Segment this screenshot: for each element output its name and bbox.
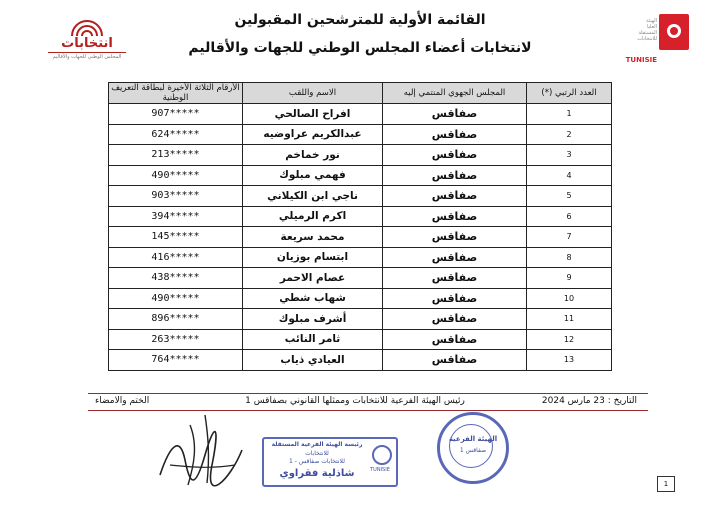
row-number: 13	[527, 350, 612, 371]
table-header-row	[109, 83, 612, 104]
isie-logo-text: الهيئة العليا المستقلة للانتخابات	[637, 18, 657, 42]
logo-word: انتخابات	[61, 36, 113, 51]
header-id: الأرقام الثلاثة الأخيرة لبطاقة التعريف الوطنية	[109, 83, 243, 104]
table-row	[109, 165, 612, 186]
row-region: صفاقس	[383, 104, 527, 125]
row-id: 213*****	[109, 145, 243, 166]
row-name: العيادي ذياب	[243, 350, 383, 371]
round-stamp: الهيئة الفرعية صفاقس 1	[437, 412, 509, 484]
row-number: 12	[527, 329, 612, 350]
elections-logo	[42, 14, 132, 66]
row-number: 3	[527, 145, 612, 166]
table-row	[109, 145, 612, 166]
row-id: 624*****	[109, 124, 243, 145]
table-row	[109, 329, 612, 350]
table-row	[109, 227, 612, 248]
row-name: نور خماخم	[243, 145, 383, 166]
row-name: شهاب شطي	[243, 288, 383, 309]
footer-date: التاريخ : 23 مارس 2024	[541, 396, 637, 406]
row-id: 263*****	[109, 329, 243, 350]
row-name: عصام الاحمر	[243, 268, 383, 289]
row-id: 394*****	[109, 206, 243, 227]
row-name: أشرف مبلوك	[243, 309, 383, 330]
row-name: ابتسام بوزيان	[243, 247, 383, 268]
signature-icon	[150, 405, 250, 495]
footer-seal-label: الختم والامضاء	[95, 396, 150, 406]
rect-stamp: رئيسة الهيئة الفرعية المستقلة للانتخابات للانتخابات صفاقس - 1 شاذلية فقراوي TUNISIE	[262, 437, 398, 487]
row-region: صفاقس	[383, 227, 527, 248]
row-number: 8	[527, 247, 612, 268]
row-id: 490*****	[109, 165, 243, 186]
header-num: العدد الرتبي (*)	[527, 83, 612, 104]
document-title: القائمة الأولية للمترشحين المقبولين	[234, 12, 486, 28]
row-name: اكرم الرميلي	[243, 206, 383, 227]
row-region: صفاقس	[383, 145, 527, 166]
row-name: افراح الصالحي	[243, 104, 383, 125]
row-number: 11	[527, 309, 612, 330]
row-id: 896*****	[109, 309, 243, 330]
row-name: فهمي مبلوك	[243, 165, 383, 186]
row-region: صفاقس	[383, 329, 527, 350]
candidates-table	[108, 82, 611, 371]
row-name: ثامر النائب	[243, 329, 383, 350]
table-row	[109, 186, 612, 207]
table-row	[109, 288, 612, 309]
row-region: صفاقس	[383, 206, 527, 227]
isie-logo	[603, 14, 693, 66]
row-region: صفاقس	[383, 247, 527, 268]
row-id: 416*****	[109, 247, 243, 268]
row-id: 764*****	[109, 350, 243, 371]
tunisia-flag-icon	[659, 14, 689, 50]
row-number: 9	[527, 268, 612, 289]
table-row	[109, 350, 612, 371]
header-region: المجلس الجهوي المنتمي إليه	[383, 83, 527, 104]
row-name: ناجي ابن الكيلاني	[243, 186, 383, 207]
row-id: 438*****	[109, 268, 243, 289]
header-name: الاسم واللقب	[243, 83, 383, 104]
row-id: 903*****	[109, 186, 243, 207]
row-region: صفاقس	[383, 186, 527, 207]
row-number: 2	[527, 124, 612, 145]
stamp-logo-icon: TUNISIE	[368, 445, 392, 475]
footer-president: رئيس الهيئة الفرعية للانتخابات وممثلها القانوني بصفاقس 1	[245, 396, 465, 406]
row-name: عبدالكريم عراوضيه	[243, 124, 383, 145]
row-region: صفاقس	[383, 309, 527, 330]
row-region: صفاقس	[383, 288, 527, 309]
logo-subtitle: المجلس الوطني للجهات والأقاليم	[52, 54, 122, 60]
footer-divider-top	[88, 393, 648, 394]
table-row	[109, 309, 612, 330]
parliament-arc-icon	[70, 14, 104, 38]
row-number: 10	[527, 288, 612, 309]
row-region: صفاقس	[383, 165, 527, 186]
table-row	[109, 206, 612, 227]
row-id: 490*****	[109, 288, 243, 309]
logo-divider	[48, 52, 126, 53]
table-row	[109, 268, 612, 289]
table-row	[109, 104, 612, 125]
row-number: 7	[527, 227, 612, 248]
row-region: صفاقس	[383, 350, 527, 371]
document-subtitle: لانتخابات أعضاء المجلس الوطني للجهات والأقاليم	[188, 40, 532, 56]
row-number: 4	[527, 165, 612, 186]
row-region: صفاقس	[383, 268, 527, 289]
isie-brand: TUNISIE	[625, 56, 657, 64]
row-id: 145*****	[109, 227, 243, 248]
row-number: 5	[527, 186, 612, 207]
row-number: 6	[527, 206, 612, 227]
table-row	[109, 124, 612, 145]
row-id: 907*****	[109, 104, 243, 125]
page-number: 1	[657, 476, 675, 492]
table-row	[109, 247, 612, 268]
row-name: محمد سريعة	[243, 227, 383, 248]
row-number: 1	[527, 104, 612, 125]
row-region: صفاقس	[383, 124, 527, 145]
